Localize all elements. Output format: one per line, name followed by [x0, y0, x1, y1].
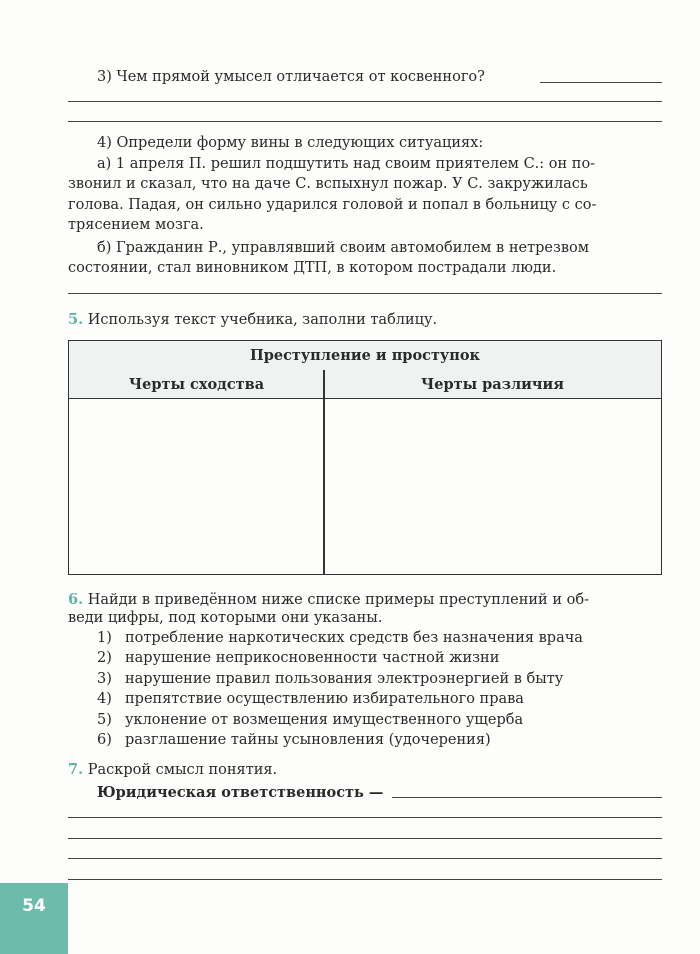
question-6 — [68, 590, 589, 610]
list-item-number[interactable]: 4) — [97, 691, 112, 708]
question-6-text: Найди в приведённом ниже списке примеры преступлений и об- — [87, 592, 589, 608]
page-number: 54 — [0, 883, 68, 954]
answer-line[interactable] — [68, 879, 662, 880]
answer-line[interactable] — [68, 101, 662, 102]
question-number: 5. — [68, 311, 84, 328]
list-item-number[interactable]: 3) — [97, 670, 112, 687]
answer-line[interactable] — [68, 293, 662, 294]
list-item-number[interactable]: 2) — [97, 650, 112, 667]
question-4a-line: звонил и сказал, что на даче С. вспыхнул пожар. У С. закружилась — [68, 176, 588, 192]
term-label: Юридическая ответственность — — [97, 784, 384, 801]
answer-line[interactable] — [392, 797, 662, 798]
differences-cell[interactable] — [325, 400, 661, 574]
column-header-similarities: Черты сходства — [69, 370, 324, 399]
list-item: уклонение от возмещения имущественного ущерба — [125, 711, 524, 728]
answer-line[interactable] — [68, 858, 662, 859]
list-item-number[interactable]: 6) — [97, 732, 112, 748]
question-6-text: веди цифры, под которыми они указаны. — [68, 610, 383, 626]
table-title: Преступление и проступок — [69, 341, 661, 371]
list-item: разглашение тайны усыновления (удочерения) — [125, 732, 491, 748]
list-item-number[interactable]: 5) — [97, 711, 112, 728]
column-header-differences: Черты различия — [324, 370, 661, 399]
question-3: 3) Чем прямой умысел отличается от косвенного? — [97, 69, 485, 85]
question-4a-line: трясением мозга. — [68, 217, 204, 233]
answer-line[interactable] — [68, 838, 662, 839]
question-4a-line: голова. Падая, он сильно ударился головой и попал в больницу с со- — [68, 197, 597, 213]
answer-line[interactable] — [68, 121, 662, 122]
list-item: потребление наркотических средств без назначения врача — [125, 630, 583, 646]
question-5 — [68, 310, 437, 330]
list-item-number[interactable]: 1) — [97, 630, 112, 646]
list-item: нарушение правил пользования электроэнергией в быту — [125, 670, 564, 687]
question-number: 7. — [68, 761, 84, 778]
question-7-text: Раскрой смысл понятия. — [87, 762, 278, 778]
question-7 — [68, 760, 277, 780]
list-item: препятствие осуществлению избирательного права — [125, 691, 524, 708]
question-4-title: 4) Определи форму вины в следующих ситуациях: — [97, 135, 484, 151]
list-item: нарушение неприкосновенности частной жизни — [125, 650, 500, 667]
question-5-text: Используя текст учебника, заполни таблицу. — [87, 312, 438, 328]
answer-line[interactable] — [68, 817, 662, 818]
question-4b-line: состоянии, стал виновником ДТП, в котором пострадали люди. — [68, 260, 557, 276]
similarities-cell[interactable] — [69, 400, 323, 574]
comparison-table — [68, 340, 662, 575]
question-number: 6. — [68, 591, 84, 608]
question-4a-line: а) 1 апреля П. решил подшутить над своим приятелем С.: он по- — [97, 156, 596, 172]
question-4b-line: б) Гражданин Р., управлявший своим автомобилем в нетрезвом — [97, 240, 590, 256]
answer-line[interactable] — [540, 82, 662, 83]
